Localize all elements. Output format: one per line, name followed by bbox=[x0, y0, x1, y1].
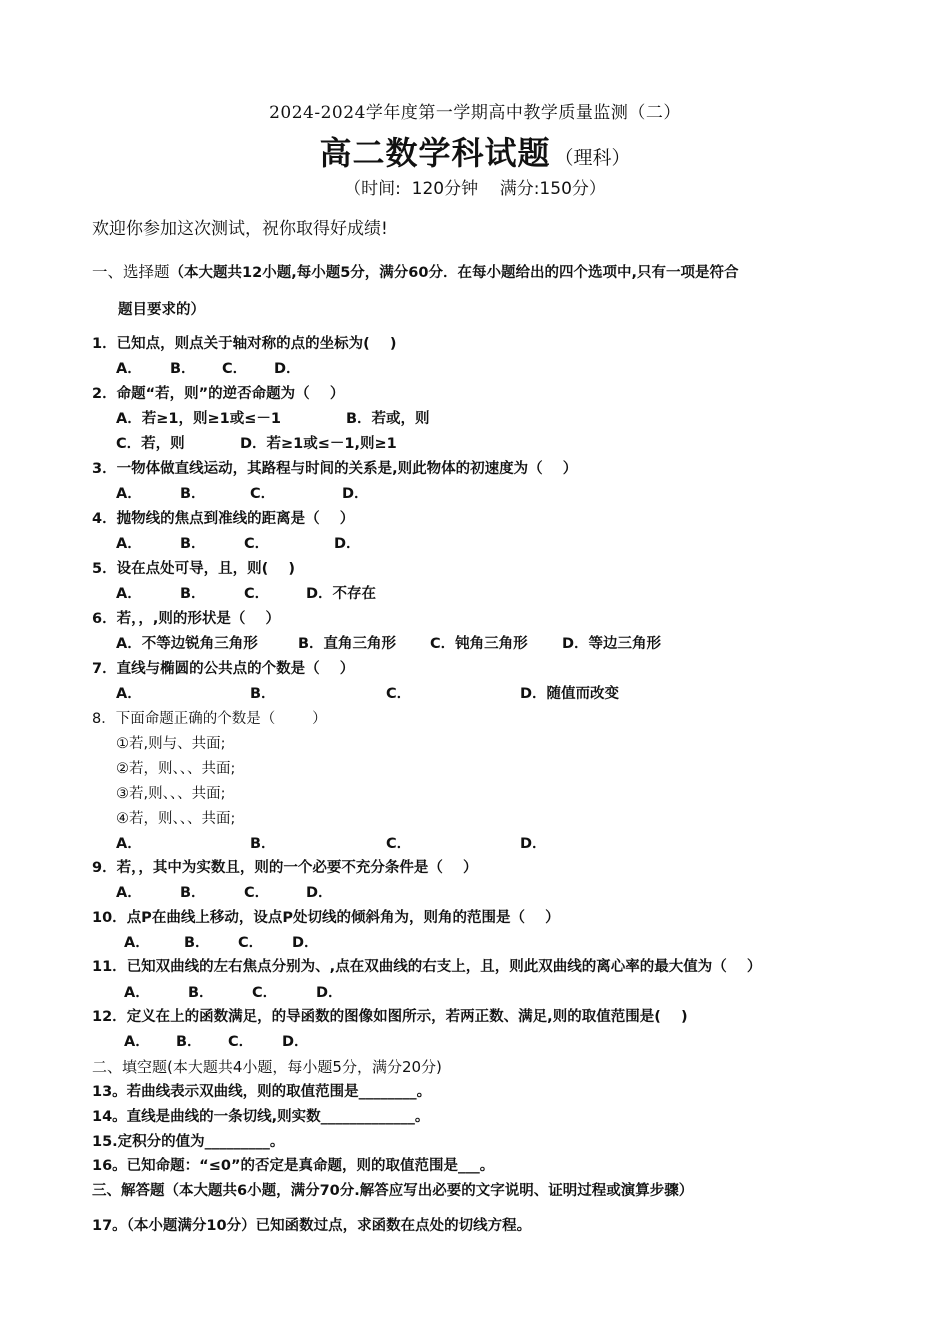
option-a: A． bbox=[116, 836, 142, 852]
question-7 bbox=[92, 659, 354, 679]
option-a: A． bbox=[116, 536, 142, 552]
exam-period-heading: 2024-2024学年度第一学期高中教学质量监测（二） bbox=[269, 103, 681, 123]
option-d: D．不存在 bbox=[306, 586, 377, 602]
option-c: C． bbox=[250, 486, 276, 502]
option-b: B．直角三角形 bbox=[298, 636, 397, 652]
option-d: D． bbox=[334, 536, 361, 552]
option-c: C． bbox=[244, 885, 270, 901]
option-d: D．若≥1或≤－1,则≥1 bbox=[240, 436, 397, 452]
exam-title bbox=[0, 128, 950, 174]
question-number: 3． bbox=[92, 461, 117, 477]
option-a: A． bbox=[124, 1034, 150, 1050]
option-a: A． bbox=[124, 935, 150, 951]
option-d: D．随值而改变 bbox=[520, 686, 620, 702]
section1-heading bbox=[92, 262, 738, 283]
option-d: D． bbox=[316, 985, 343, 1001]
option-a: A．若≥1，则≥1或≤－1 bbox=[116, 411, 281, 427]
question-number: 8． bbox=[92, 711, 116, 727]
question-2 bbox=[92, 384, 344, 404]
question-12 bbox=[92, 1007, 688, 1027]
option-c: C． bbox=[222, 361, 248, 377]
option-c: C． bbox=[252, 985, 278, 1001]
option-c: C．钝角三角形 bbox=[430, 636, 528, 652]
option-b: B． bbox=[250, 836, 276, 852]
option-d: D． bbox=[282, 1034, 309, 1050]
question-text: 直线与椭圆的公共点的个数是（ ） bbox=[116, 661, 355, 677]
option-a: A． bbox=[116, 586, 142, 602]
question-4 bbox=[92, 509, 354, 529]
option-b: B． bbox=[180, 536, 206, 552]
question-number: 1． bbox=[92, 336, 117, 352]
exam-title-subject: （理科） bbox=[554, 147, 631, 169]
section3-heading: 三、解答题（本大题共6小题，满分70分.解答应写出必要的文字说明、证明过程或演算步骤） bbox=[92, 1183, 694, 1199]
option-d: D． bbox=[306, 885, 333, 901]
option-b: B． bbox=[184, 935, 210, 951]
option-c: C． bbox=[228, 1034, 254, 1050]
question-text: 抛物线的焦点到准线的距离是（ ） bbox=[116, 511, 355, 527]
question-8-statement-3: ③若,则、、、共面; bbox=[116, 786, 226, 802]
option-c: C． bbox=[238, 935, 264, 951]
question-14: 14。直线是曲线的一条切线,则实数_____________。 bbox=[92, 1109, 430, 1125]
option-c: C． bbox=[386, 836, 412, 852]
question-text: 已知点，则点关于轴对称的点的坐标为( ) bbox=[116, 336, 397, 352]
question-13: 13。若曲线表示双曲线，则的取值范围是________。 bbox=[92, 1084, 432, 1100]
question-text: 一物体做直线运动，其路程与时间的关系是,则此物体的初速度为（ ） bbox=[116, 461, 578, 477]
question-8 bbox=[92, 709, 327, 729]
question-number: 5． bbox=[92, 561, 117, 577]
question-16: 16。已知命题：“≤0”的否定是真命题，则的取值范围是___。 bbox=[92, 1158, 495, 1174]
question-number: 2． bbox=[92, 386, 117, 402]
section1-heading-cont: 题目要求的） bbox=[118, 302, 205, 318]
question-6 bbox=[92, 609, 280, 629]
option-a: A． bbox=[116, 486, 142, 502]
exam-time-info: （时间: 120分钟 满分:150分） bbox=[344, 179, 606, 199]
section2-heading: 二、填空题(本大题共4小题，每小题5分，满分20分) bbox=[92, 1058, 442, 1076]
welcome-text: 欢迎你参加这次测试，祝你取得好成绩! bbox=[92, 219, 388, 239]
question-number: 10． bbox=[92, 910, 127, 926]
option-d: D． bbox=[274, 361, 301, 377]
option-a: A． bbox=[116, 885, 142, 901]
question-number: 7． bbox=[92, 661, 117, 677]
section1-heading-label: 一、选择题 bbox=[92, 263, 170, 281]
option-b: B．若或，则 bbox=[346, 411, 430, 427]
question-number: 6． bbox=[92, 611, 117, 627]
question-text: 命题“若，则”的逆否命题为（ ） bbox=[116, 386, 345, 402]
question-8-statement-4: ④若，则、、、共面; bbox=[116, 811, 236, 827]
question-text: 若，，,则的形状是（ ） bbox=[116, 611, 281, 627]
question-text: 下面命题正确的个数是（ ） bbox=[115, 711, 327, 727]
option-c: C． bbox=[244, 586, 270, 602]
option-c: C． bbox=[386, 686, 412, 702]
option-d: D． bbox=[520, 836, 547, 852]
option-a: A． bbox=[116, 361, 142, 377]
option-a: A． bbox=[116, 686, 142, 702]
option-b: B． bbox=[180, 486, 206, 502]
option-c: C． bbox=[244, 536, 270, 552]
option-d: D． bbox=[292, 935, 319, 951]
option-b: B． bbox=[188, 985, 214, 1001]
question-text: 定义在上的函数满足，的导函数的图像如图所示，若两正数、满足,则的取值范围是( ) bbox=[126, 1009, 688, 1025]
question-number: 11． bbox=[92, 959, 127, 975]
option-c: C．若，则 bbox=[116, 436, 185, 452]
question-8-statement-2: ②若，则、、、共面; bbox=[116, 761, 236, 777]
question-text: 已知双曲线的左右焦点分别为、,点在双曲线的右支上，且，则此双曲线的离心率的最大值为（ ） bbox=[126, 959, 762, 975]
question-text: 设在点处可导，且，则( ) bbox=[116, 561, 296, 577]
option-b: B． bbox=[180, 885, 206, 901]
question-11 bbox=[92, 957, 761, 977]
question-text: 若，，其中为实数且，则的一个必要不充分条件是（ ） bbox=[116, 860, 478, 876]
option-d: D．等边三角形 bbox=[562, 636, 662, 652]
question-number: 9． bbox=[92, 860, 117, 876]
option-a: A． bbox=[124, 985, 150, 1001]
question-9 bbox=[92, 858, 478, 878]
option-b: B． bbox=[170, 361, 196, 377]
question-10 bbox=[92, 908, 560, 928]
option-b: B． bbox=[180, 586, 206, 602]
question-1 bbox=[92, 334, 397, 354]
question-5 bbox=[92, 559, 295, 579]
option-d: D． bbox=[342, 486, 369, 502]
question-number: 4． bbox=[92, 511, 117, 527]
question-17: 17。（本小题满分10分）已知函数过点，求函数在点处的切线方程。 bbox=[92, 1218, 532, 1234]
option-a: A．不等边锐角三角形 bbox=[116, 636, 258, 652]
question-text: 点P在曲线上移动，设点P处切线的倾斜角为，则角的范围是（ ） bbox=[126, 910, 560, 926]
option-b: B． bbox=[250, 686, 276, 702]
section1-heading-desc: （本大题共12小题,每小题5分，满分60分．在每小题给出的四个选项中,只有一项是符合 bbox=[169, 265, 739, 281]
question-3 bbox=[92, 459, 577, 479]
option-b: B． bbox=[176, 1034, 202, 1050]
question-8-statement-1: ①若,则与、共面; bbox=[116, 736, 226, 752]
question-number: 12． bbox=[92, 1009, 127, 1025]
exam-title-main: 高二数学科试题 bbox=[319, 134, 551, 172]
question-15: 15.定积分的值为_________。 bbox=[92, 1134, 285, 1150]
